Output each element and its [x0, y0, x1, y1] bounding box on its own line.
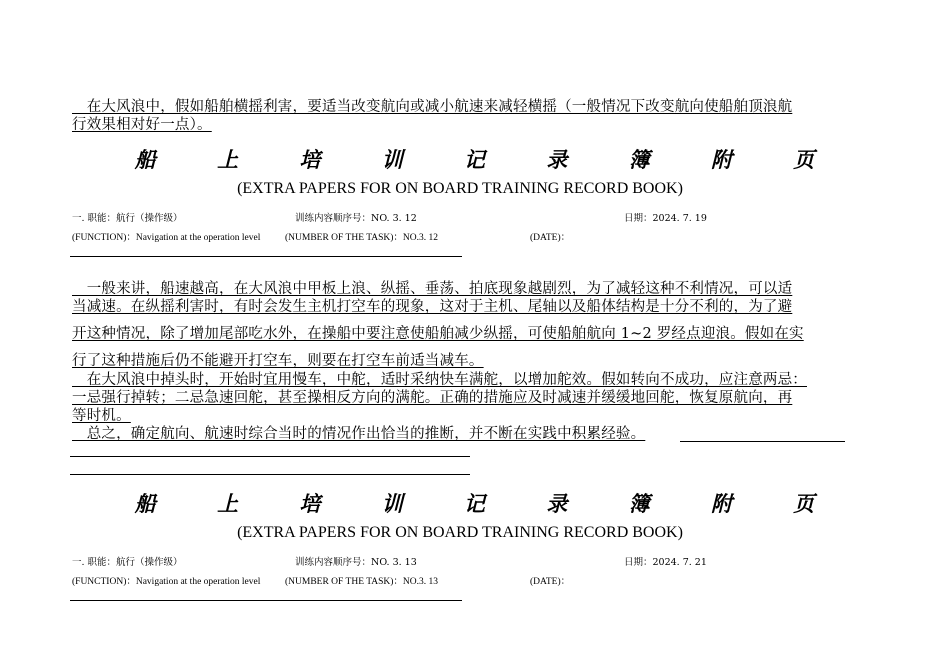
title-char: 录	[546, 147, 569, 172]
title-char: 上	[217, 147, 240, 172]
title-char: 页	[793, 147, 816, 172]
title-char: 培	[299, 147, 322, 172]
divider	[70, 600, 462, 601]
title-char: 训	[381, 491, 404, 516]
date-en: (DATE)：	[530, 577, 571, 587]
function-label-cn: 一. 职能：航行（操作级）	[72, 557, 183, 568]
body-line: 开这种情况，除了增加尾部吃水外，在操船中要注意使船舶减少纵摇，可使船舶航向 1~2 罗经点迎浪。假如在实	[72, 326, 804, 342]
task-number-en: (NUMBER OF THE TASK)：NO.3. 13	[285, 577, 439, 587]
body-line: 在大风浪中掉头时，开始时宜用慢车，中舵，适时采纳快车满舵，以增加舵效。假如转向不成功，应注意两忌：	[72, 372, 807, 388]
body-line: 行了这种措施后仍不能避开打空车，则要在打空车前适当减车。	[72, 353, 484, 369]
body-line: 等时机。	[72, 408, 131, 424]
title-char: 记	[464, 147, 486, 172]
title-char: 上	[217, 491, 240, 516]
task-number-en: (NUMBER OF THE TASK)：NO.3. 12	[285, 233, 439, 243]
page-title-cn	[0, 488, 950, 518]
blank-line	[70, 456, 470, 457]
title-char: 附	[710, 147, 733, 172]
body-line: 一般来讲，船速越高，在大风浪中甲板上浪、纵摇、垂荡、拍底现象越剧烈，为了减轻这种不利情况，可以适	[72, 281, 793, 297]
title-char: 培	[299, 491, 322, 516]
title-char: 船	[134, 147, 157, 172]
intro-line-1: 在大风浪中，假如船舶横摇利害，要适当改变航向或减小航速来减轻横摇（一般情况下改变航向使船舶顶浪航	[72, 99, 793, 115]
page-title-en: (EXTRA PAPERS FOR ON BOARD TRAINING RECORD BOOK)	[237, 524, 683, 541]
title-char: 训	[381, 147, 404, 172]
title-char: 船	[134, 491, 157, 516]
date-en: (DATE)：	[530, 233, 571, 243]
page-title-en: (EXTRA PAPERS FOR ON BOARD TRAINING RECORD BOOK)	[237, 180, 683, 197]
page-title-cn	[0, 144, 950, 174]
date-cn: 日期：2024. 7. 21	[624, 557, 707, 568]
title-char: 簿	[628, 147, 651, 172]
divider	[70, 256, 462, 257]
title-char: 记	[464, 491, 486, 516]
title-char: 页	[793, 491, 816, 516]
function-label-en: (FUNCTION)：Navigation at the operation level	[72, 233, 261, 243]
intro-line-2: 行效果相对好一点）。	[72, 117, 212, 133]
body-line: 一忌强行掉转；二忌急速回舵，甚至操相反方向的满舵。正确的措施应及时减速并缓缓地回舵，恢复原航向，再	[72, 390, 793, 406]
underline-extension	[680, 441, 845, 442]
body-line: 当减速。在纵摇利害时，有时会发生主机打空车的现象，这对于主机、尾轴以及船体结构是十分不利的，为了避	[72, 299, 793, 315]
task-number-cn: 训练内容顺序号：NO. 3. 12	[295, 213, 417, 224]
title-char: 簿	[628, 491, 651, 516]
function-label-en: (FUNCTION)：Navigation at the operation level	[72, 577, 261, 587]
function-label-cn: 一. 职能：航行（操作级）	[72, 213, 183, 224]
task-number-cn: 训练内容顺序号：NO. 3. 13	[295, 557, 417, 568]
blank-line	[70, 474, 470, 475]
body-line: 总之，确定航向、航速时综合当时的情况作出恰当的推断，并不断在实践中积累经验。	[72, 426, 646, 442]
date-cn: 日期：2024. 7. 19	[624, 213, 707, 224]
title-char: 录	[546, 491, 569, 516]
title-char: 附	[710, 491, 733, 516]
